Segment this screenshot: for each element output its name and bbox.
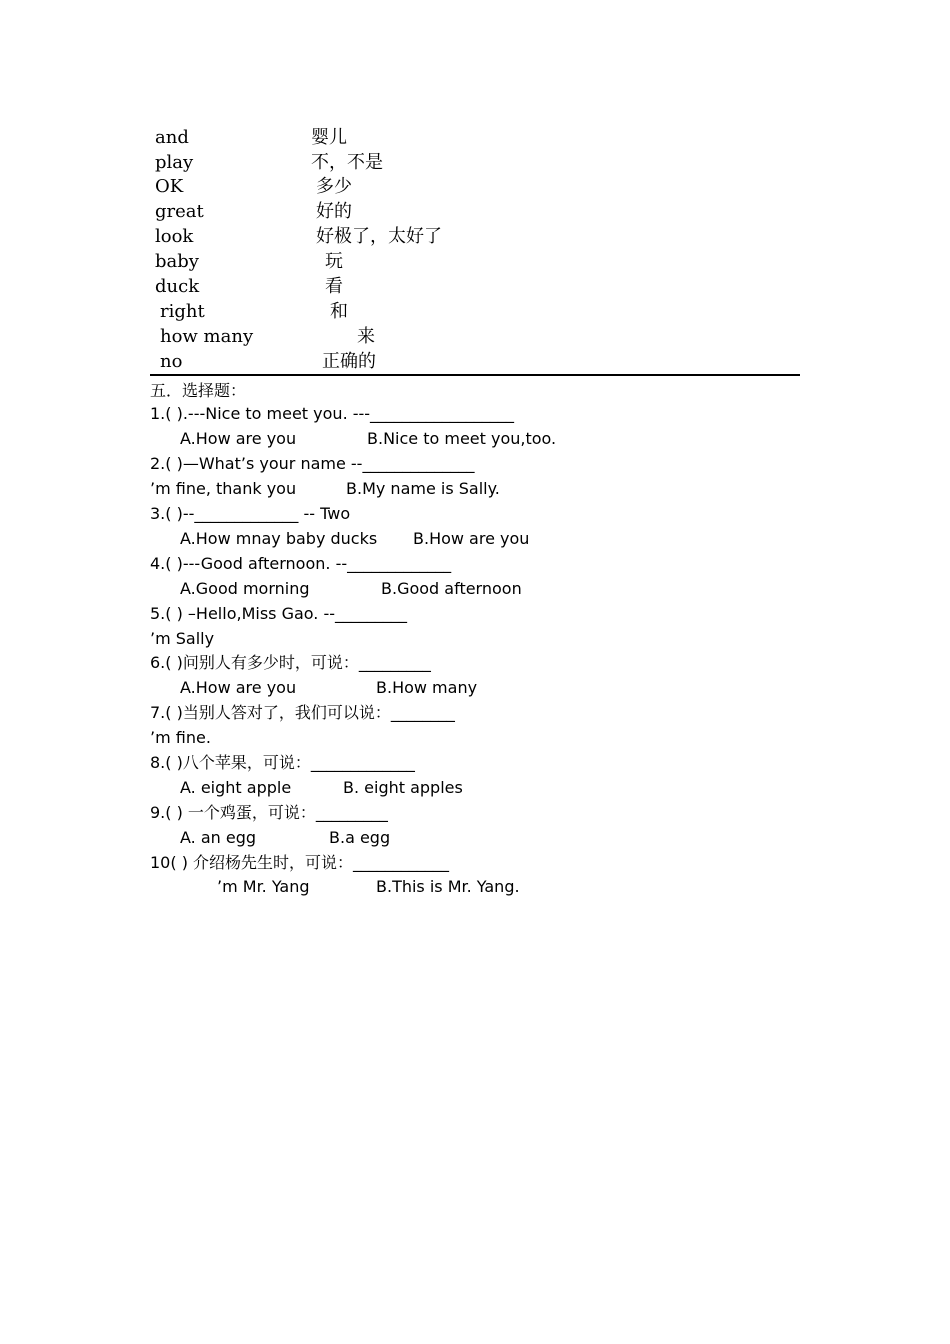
vocab-english: play [155,152,194,173]
vocab-row [0,174,950,199]
option-a: ’m Sally [150,629,215,648]
option-a: A.How are you [180,678,297,697]
vocab-row [0,299,950,324]
section-title: 五．选择题： [150,381,247,400]
question-stem: 3.( )--_____________ -- Two [150,504,351,523]
vocab-english: no [160,351,183,372]
vocab-row [0,125,950,150]
vocab-row [0,349,950,374]
section-divider [150,374,800,376]
option-a: ’m fine. [150,728,211,747]
vocab-english: great [155,201,204,222]
question-stem: 4.( )---Good afternoon. --_____________ [150,554,452,573]
question-stem: 9.( ) 一个鸡蛋，可说：_________ [150,803,388,822]
vocab-english: duck [155,276,200,297]
vocab-row [0,224,950,249]
vocab-chinese: 好的 [316,201,352,222]
vocab-english: right [160,301,205,322]
option-a: ’m fine, thank you [150,479,297,498]
question-stem: 10( ) 介绍杨先生时，可说：____________ [150,853,450,872]
vocab-english: baby [155,251,199,272]
option-a: A.How are you [180,429,297,448]
question-stem: 2.( )—What’s your name --______________ [150,454,475,473]
option-b: B.This is Mr. Yang. [376,877,520,896]
vocab-chinese: 和 [330,301,348,322]
option-b: B.How are you [413,529,530,548]
vocab-english: look [155,226,194,247]
vocab-english: how many [160,326,254,347]
vocab-english: OK [155,176,184,197]
vocab-chinese: 看 [325,276,343,297]
option-a: A. an egg [180,828,257,847]
vocab-chinese: 好极了，太好了 [316,226,442,247]
option-a: A. eight apple [180,778,292,797]
option-a: ’m Mr. Yang [217,877,310,896]
vocab-english: and [155,127,189,148]
vocab-row [0,274,950,299]
vocab-row [0,249,950,274]
option-b: B.How many [376,678,478,697]
vocab-row [0,150,950,175]
vocab-chinese: 玩 [325,251,343,272]
vocab-chinese: 婴儿 [311,127,347,148]
vocab-row [0,199,950,224]
question-stem: 1.( ).---Nice to meet you. ---__________________ [150,404,515,423]
question-stem: 7.( )当别人答对了，我们可以说：________ [150,703,455,722]
option-b: B. eight apples [343,778,463,797]
option-b: B.a egg [329,828,391,847]
option-b: B.Nice to meet you,too. [367,429,557,448]
vocab-chinese: 不，不是 [311,152,383,173]
option-b: B.My name is Sally. [346,479,500,498]
vocab-chinese: 多少 [316,176,352,197]
option-b: B.Good afternoon [381,579,522,598]
question-stem: 5.( ) –Hello,Miss Gao. --_________ [150,604,407,623]
question-stem: 6.( )问别人有多少时，可说：_________ [150,653,431,672]
vocab-chinese: 正确的 [322,351,376,372]
option-a: A.Good morning [180,579,310,598]
question-stem: 8.( )八个苹果，可说：_____________ [150,753,415,772]
option-a: A.How mnay baby ducks [180,529,378,548]
vocab-row [0,324,950,349]
vocab-chinese: 来 [357,326,375,347]
